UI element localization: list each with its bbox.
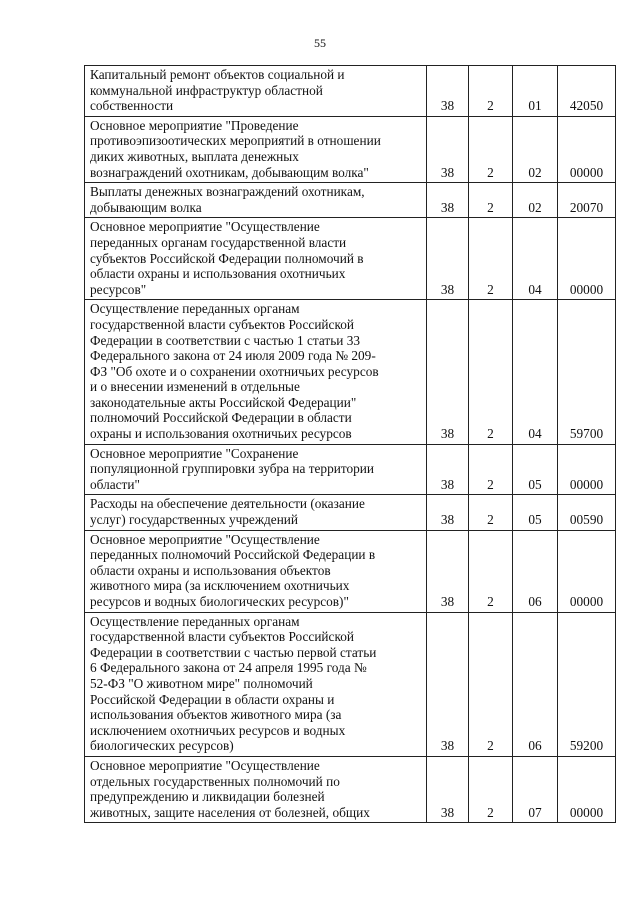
code-program: 2 [469,66,513,117]
description-line: предупреждению и ликвидации болезней [90,789,325,805]
code-event: 05 [513,495,558,530]
description-line: животных, защите населения от болезней, общих [90,804,370,820]
description-line: и о внесении изменений в отдельные [90,379,300,395]
description-line: собственности [90,98,174,114]
code-direction: 00000 [558,116,616,182]
description-line: субъектов Российской Федерации полномочий в [90,250,364,266]
description-line: услуг) государственных учреждений [90,512,299,528]
row-description [85,116,427,182]
description-line: биологических ресурсов) [90,738,234,754]
code-min: 38 [427,530,469,612]
description-line: области охраны и использования охотничьих [90,266,346,282]
description-line: Российской Федерации в области охраны и [90,691,335,707]
description-line: государственной власти субъектов Российской [90,629,354,645]
description-line: ресурсов и водных биологических ресурсов)" [90,594,349,609]
description-line: государственной власти субъектов Российской [90,316,354,332]
description-line: Основное мероприятие "Проведение [90,117,299,133]
description-line: Основное мероприятие "Осуществление [90,219,320,235]
code-event: 04 [513,218,558,300]
code-program: 2 [469,756,513,822]
code-direction: 20070 [558,183,616,218]
description-line: Федерального закона от 24 июля 2009 года № 209- [90,348,376,364]
row-description [85,495,427,530]
code-direction: 00590 [558,495,616,530]
description-line: Выплаты денежных вознаграждений охотникам, [90,184,365,200]
description-line: добывающим волка [90,199,202,215]
description-line: противоэпизоотических мероприятий в отношении [90,133,381,149]
code-event: 04 [513,300,558,444]
code-event: 06 [513,530,558,612]
table-row [85,218,616,300]
code-min: 38 [427,756,469,822]
budget-table [84,65,616,823]
description-line: Федерации в соответствии с частью 1 статьи 33 [90,332,361,348]
code-direction: 59200 [558,612,616,756]
description-line: Федерации в соответствии с частью первой статьи [90,644,377,660]
description-line: полномочий Российской Федерации в области [90,410,352,426]
description-line: области" [90,476,140,492]
row-description [85,66,427,117]
code-direction: 00000 [558,444,616,495]
description-line: переданных полномочий Российской Федерации в [90,547,376,563]
description-line: Основное мероприятие "Осуществление [90,531,320,547]
description-line: ресурсов" [90,281,147,297]
table-row [85,183,616,218]
code-min: 38 [427,218,469,300]
row-description [85,756,427,822]
table-row [85,530,616,612]
code-program: 2 [469,183,513,218]
code-direction: 42050 [558,66,616,117]
code-direction: 00000 [558,530,616,612]
description-line: ФЗ "Об охоте и о сохранении охотничьих ресурсов [90,363,379,379]
description-line: вознаграждений охотникам, добывающим волка" [90,164,369,180]
description-line: переданных органам государственной власти [90,234,347,250]
code-min: 38 [427,116,469,182]
code-min: 38 [427,66,469,117]
code-program: 2 [469,612,513,756]
code-program: 2 [469,444,513,495]
description-line: диких животных, выплата денежных [90,148,299,164]
description-line: охраны и использования охотничьих ресурсов [90,426,352,442]
code-min: 38 [427,444,469,495]
code-event: 05 [513,444,558,495]
description-line: Осуществление переданных органам [90,613,300,629]
row-description [85,612,427,756]
code-direction: 00000 [558,218,616,300]
description-line: использования объектов животного мира (за [90,707,342,723]
table-row [85,756,616,822]
code-min: 38 [427,495,469,530]
table-row [85,612,616,756]
description-line: Основное мероприятие "Осуществление [90,757,320,773]
code-program: 2 [469,495,513,530]
description-line: Расходы на обеспечение деятельности (оказание [90,496,365,512]
description-line: области охраны и использования объектов [90,562,331,578]
description-line: Капитальный ремонт объектов социальной и [90,67,345,82]
row-description [85,183,427,218]
code-direction: 00000 [558,756,616,822]
table-row [85,495,616,530]
row-description [85,530,427,612]
description-line: исключением охотничьих ресурсов и водных [90,722,346,738]
code-event: 07 [513,756,558,822]
description-line: животного мира (за исключением охотничьих [90,578,350,594]
description-line: Осуществление переданных органам [90,301,300,317]
description-line: отдельных государственных полномочий по [90,773,340,789]
code-min: 38 [427,612,469,756]
row-description [85,300,427,444]
table-row [85,116,616,182]
code-event: 02 [513,116,558,182]
table-row [85,300,616,444]
code-min: 38 [427,183,469,218]
code-event: 06 [513,612,558,756]
description-line: законодательные акты Российской Федерации" [90,394,357,410]
row-description [85,444,427,495]
table-row [85,444,616,495]
code-program: 2 [469,300,513,444]
description-line: популяционной группировки зубра на территории [90,461,375,477]
description-line: Основное мероприятие "Сохранение [90,445,299,461]
table-row [85,66,616,117]
description-line: коммунальной инфраструктур областной [90,82,323,98]
code-program: 2 [469,116,513,182]
code-event: 02 [513,183,558,218]
code-min: 38 [427,300,469,444]
budget-table-body [85,66,616,823]
code-direction: 59700 [558,300,616,444]
description-line: 6 Федерального закона от 24 апреля 1995 года № [90,660,367,676]
code-program: 2 [469,218,513,300]
code-program: 2 [469,530,513,612]
code-event: 01 [513,66,558,117]
row-description [85,218,427,300]
description-line: 52-ФЗ "О животном мире" полномочий [90,675,313,691]
page-number: 55 [314,36,326,50]
